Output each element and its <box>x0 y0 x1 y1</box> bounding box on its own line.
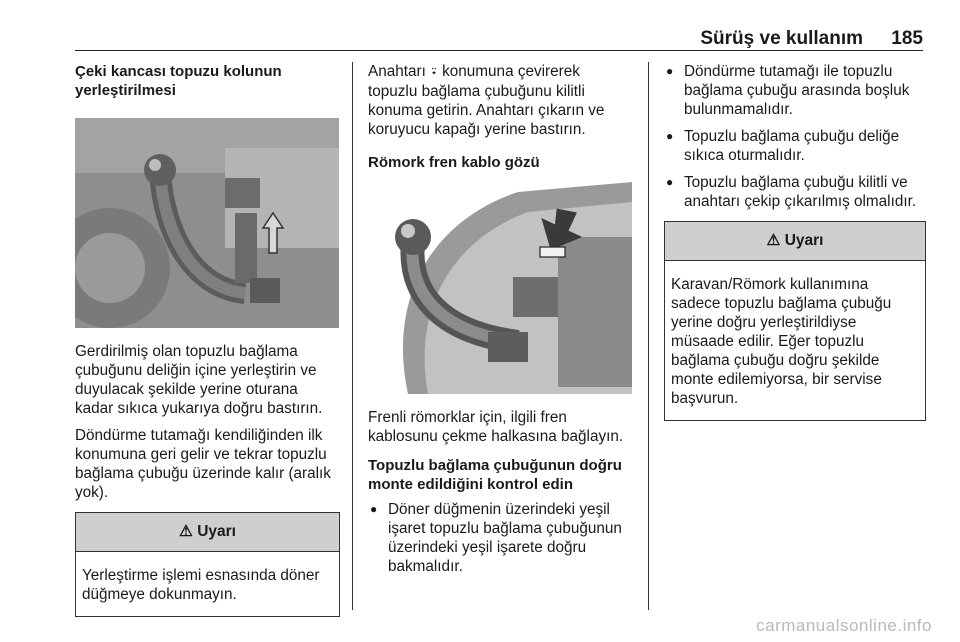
column-middle <box>368 62 633 584</box>
warning-triangle-icon: ⚠ <box>179 523 193 540</box>
watermark: carmanualsonline.info <box>756 616 932 635</box>
key-lock-symbol-icon: ⍣ <box>430 65 438 80</box>
paragraph-text: Anahtarı <box>368 63 431 80</box>
brake-cable-eye-figure <box>368 182 632 394</box>
brake-cable-eye-illustration <box>368 182 632 394</box>
column-divider <box>648 62 649 610</box>
section-heading: Çeki kancası topuzu kolunun yerleştirilmesi <box>75 63 282 99</box>
paragraph: Gerdirilmiş olan topuzlu bağlama çubuğunu deliğin içine yerleştirin ve duyulacak şekilde yerine oturana kadar sıkıca yukarıya doğru bastırın. <box>75 343 323 417</box>
list-item: ● Topuzlu bağlama çubuğu deliğe sıkıca oturmalıdır. <box>664 127 926 165</box>
check-list <box>368 500 633 576</box>
warning-header <box>665 222 925 261</box>
warning-box <box>664 221 926 421</box>
warning-title: Uyarı <box>197 523 236 540</box>
section-title: Sürüş ve kullanım <box>700 28 863 49</box>
check-list <box>664 62 926 211</box>
list-item: ● Döner düğmenin üzerindeki yeşil işaret topuzlu bağlama çubuğunun üzerindeki yeşil işarete doğru bakmalıdır. <box>368 500 633 576</box>
section-heading: Römork fren kablo gözü <box>368 154 540 171</box>
column-right <box>664 62 926 421</box>
warning-header <box>76 513 339 552</box>
column-divider <box>352 62 353 610</box>
column-left <box>75 62 340 617</box>
list-item: ● Topuzlu bağlama çubuğu kilitli ve anahtarı çekip çıkarılmış olmalıdır. <box>664 173 926 211</box>
warning-triangle-icon: ⚠ <box>766 232 781 249</box>
tow-bar-insert-illustration <box>75 118 339 328</box>
paragraph: Frenli römorklar için, ilgili fren kablosunu çekme halkasına bağlayın. <box>368 409 624 445</box>
list-item: ● Döndürme tutamağı ile topuzlu bağlama çubuğu arasında boşluk bulunmamalıdır. <box>664 62 926 119</box>
section-heading: Topuzlu bağlama çubuğunun doğru monte edildiğini kontrol edin <box>368 457 622 493</box>
warning-title: Uyarı <box>784 232 824 249</box>
page-number: 185 <box>891 28 923 49</box>
paragraph-text: konumuna çevirerek topuzlu bağlama çubuğunu kilitli konuma getirin. Anahtarı çıkarın ve koruyucu kapağı yerine bastırın. <box>368 63 605 138</box>
tow-bar-insert-figure <box>75 118 339 328</box>
warning-box <box>75 512 340 617</box>
paragraph: Döndürme tutamağı kendiliğinden ilk konumuna geri gelir ve tekrar topuzlu bağlama çubuğu üzerinde kalır (aralık yok). <box>75 427 331 501</box>
warning-text: Yerleştirme işlemi esnasında döner düğmeye dokunmayın. <box>82 567 320 603</box>
warning-text: Karavan/Römork kullanımına sadece topuzlu bağlama çubuğu yerine doğru yerleştirildiyse müsaade edilir. Eğer topuzlu bağlama çubuğu doğru şekilde monte edilemiyorsa, bir servise başvurun. <box>671 276 892 407</box>
paragraph <box>368 62 633 139</box>
page-header <box>75 28 923 51</box>
